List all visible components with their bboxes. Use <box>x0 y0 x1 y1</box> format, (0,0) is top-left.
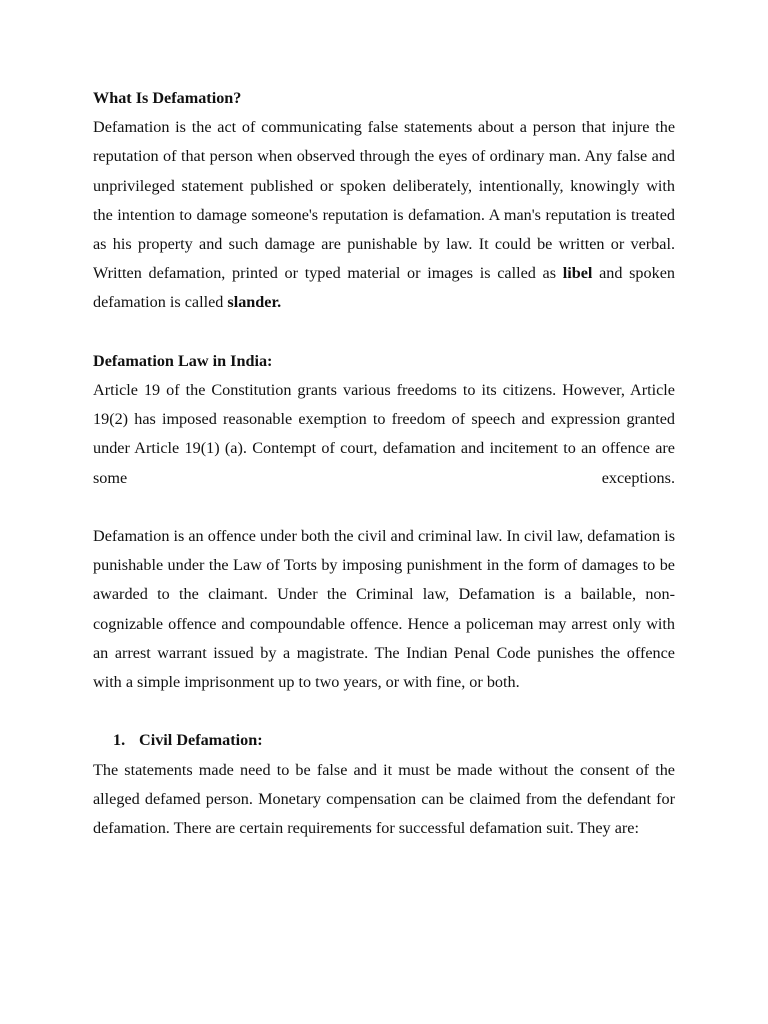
heading-defamation-law-india: Defamation Law in India: <box>93 351 273 370</box>
list-heading-civil-defamation <box>93 726 675 755</box>
heading-what-is-defamation: What Is Defamation? <box>93 89 242 107</box>
list-number: 1. <box>113 731 126 750</box>
paragraph-civil-defamation: The statements made need to be false and it must be made without the consent of the alleged defamed person. Monetary compensation can be claimed from the defendant for defamation. There are certain requirements for successful defamation suit. They are: <box>93 760 675 838</box>
definition-text: Defamation is the act of communicating false statements about a person that injure the reputation of that person when observed through the eyes of ordinary man. Any false and unprivileged statement published or spoken deliberately, intentionally, knowingly with the intention to damage someone's reputation is defamation. A man's reputation is treated as his property and such damage are punishable by law. It could be written or verbal. Written defamation, printed or typed material or images is called as <box>93 118 675 283</box>
paragraph-article-19: Article 19 of the Constitution grants various freedoms to its citizens. However, Article 19(2) has imposed reasonable exemption to freedom of speech and expression granted under Article 19(1) (a). Contempt of court, defamation and incitement to an offence are some exceptions. <box>93 381 675 487</box>
list-heading-text: Civil Defamation: <box>139 731 263 750</box>
paragraph-gap <box>93 493 675 522</box>
definition-text-mid: and spoken defamation is called <box>93 264 675 312</box>
paragraph-defamation-definition <box>93 113 675 317</box>
paragraph-gap <box>93 318 675 347</box>
paragraph-civil-criminal: Defamation is an offence under both the civil and criminal law. In civil law, defamation is punishable under the Law of Torts by imposing punishment in the form of damages to be awarded to the claimant. Under the Criminal law, Defamation is a bailable, non-cognizable offence and compoundable offence. Hence a policeman may arrest only with an arrest warrant issued by a magistrate. The Indian Penal Code punishes the offence with a simple imprisonment up to two years, or with fine, or both. <box>93 527 675 692</box>
term-libel: libel <box>562 264 593 283</box>
paragraph-gap <box>93 697 675 726</box>
term-slander: slander. <box>227 293 282 312</box>
document-page <box>93 84 675 843</box>
